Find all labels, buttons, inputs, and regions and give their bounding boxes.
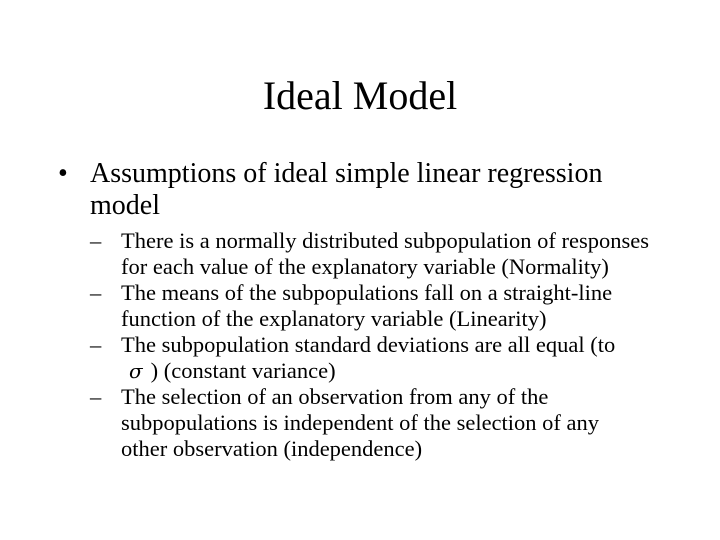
assumption-independence [90,384,650,462]
bullet-text: Assumptions of ideal simple linear regression model [90,158,603,221]
assumption-normality [90,228,650,280]
assumption-text: There is a normally distributed subpopulation of responses for each value of the explanatory variable (Normality) [121,228,650,279]
assumption-text-after: ) (constant variance) [150,358,336,383]
dash-marker: – [90,384,102,409]
assumption-list [90,228,650,462]
assumption-linearity [90,280,650,332]
bullet-marker: • [58,158,68,189]
assumption-text: The means of the subpopulations fall on a straight-line function of the explanatory variable (Linearity) [121,280,613,331]
sigma-symbol: σ [129,359,143,383]
assumption-constant-variance [90,332,650,384]
assumption-text: The selection of an observation from any of the subpopulations is independent of the selection of any other observation (independence) [121,384,600,461]
dash-marker: – [90,228,102,253]
assumption-text [121,332,650,384]
slide-title: Ideal Model [262,73,458,118]
bullet-assumptions [58,158,658,222]
dash-marker: – [90,280,102,305]
dash-marker: – [90,332,102,357]
assumption-text-before: The subpopulation standard deviations are all equal (to [121,332,616,357]
